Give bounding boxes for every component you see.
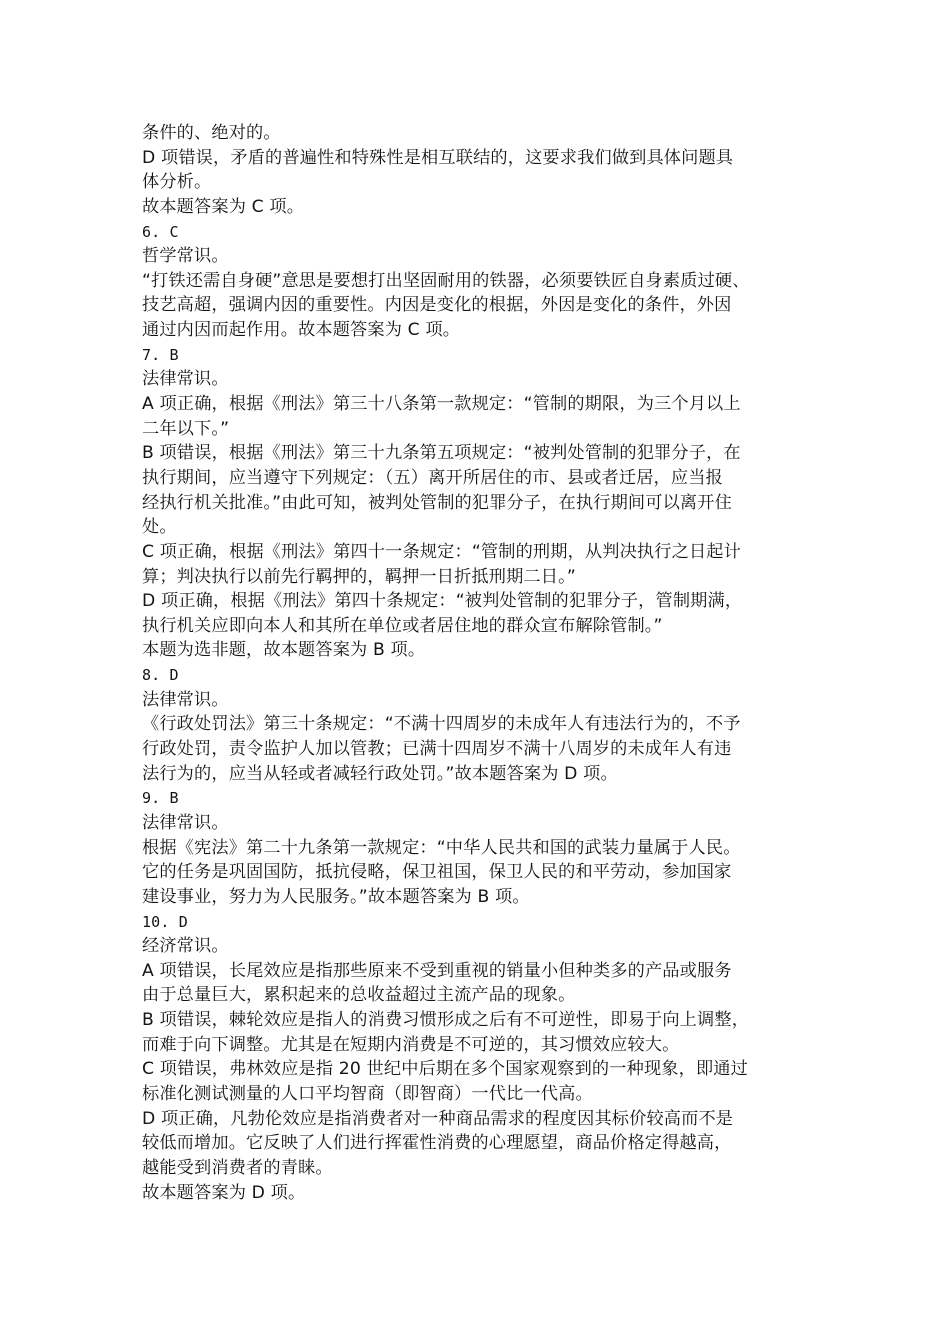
text-line: B 项错误，根据《刑法》第三十九条第五项规定：“被判处管制的犯罪分子，在 <box>142 443 741 464</box>
question-number-9: 9. B <box>142 789 179 808</box>
text-line: 执行期间，应当遵守下列规定：（五）离开所居住的市、县或者迁居，应当报 <box>142 467 723 488</box>
text-line: 它的任务是巩固国防，抵抗侵略，保卫祖国，保卫人民的和平劳动，参加国家 <box>142 862 732 883</box>
text-line: 条件的、绝对的。 <box>142 123 281 143</box>
text-line: D 项错误，矛盾的普遍性和特殊性是相互联结的，这要求我们做到具体问题具 <box>142 147 734 168</box>
text-line: 故本题答案为 D 项。 <box>142 1182 306 1203</box>
text-line: 建设事业，努力为人民服务。”故本题答案为 B 项。 <box>142 886 530 907</box>
text-line: 处。 <box>142 517 177 538</box>
text-line: B 项错误，棘轮效应是指人的消费习惯形成之后有不可逆性，即易于向上调整， <box>142 1010 750 1031</box>
question-number-7: 7. B <box>142 345 179 364</box>
text-line: 体分析。 <box>142 172 212 193</box>
text-line: 法行为的，应当从轻或者减轻行政处罚。”故本题答案为 D 项。 <box>142 763 618 784</box>
text-line: 行政处罚，责令监护人加以管教；已满十四周岁不满十八周岁的未成年人有违 <box>142 739 732 760</box>
document-page <box>142 121 822 1205</box>
text-line: 《行政处罚法》第三十条规定：“不满十四周岁的未成年人有违法行为的，不予 <box>142 714 741 735</box>
text-line: 经执行机关批准。”由此可知，被判处管制的犯罪分子，在执行期间可以离开住 <box>142 492 732 513</box>
text-line: A 项错误，长尾效应是指那些原来不受到重视的销量小但种类多的产品或服务 <box>142 960 732 981</box>
text-line: “打铁还需自身硬”意思是要想打出坚固耐用的铁器，必须要铁匠自身素质过硬、 <box>142 270 750 291</box>
text-line: 算；判决执行以前先行羁押的，羁押一日折抵刑期二日。” <box>142 566 576 587</box>
text-line: 越能受到消费者的青睐。 <box>142 1157 333 1178</box>
text-line: 技艺高超，强调内因的重要性。内因是变化的根据，外因是变化的条件，外因 <box>142 295 732 316</box>
question-number-10: 10. D <box>142 912 188 931</box>
text-line: 二年以下。” <box>142 418 230 439</box>
text-line: 本题为选非题，故本题答案为 B 项。 <box>142 640 426 661</box>
question-number-8: 8. D <box>142 666 179 685</box>
question-number-6: 6. C <box>142 222 179 241</box>
text-line: 而难于向下调整。尤其是在短期内消费是不可逆的，其习惯效应较大。 <box>142 1034 680 1055</box>
text-line: D 项正确，凡勃伦效应是指消费者对一种商品需求的程度因其标价较高而不是 <box>142 1108 734 1129</box>
text-line: 法律常识。 <box>142 812 229 833</box>
text-line: D 项正确，根据《刑法》第四十条规定：“被判处管制的犯罪分子，管制期满， <box>142 591 743 612</box>
text-line: A 项正确，根据《刑法》第三十八条第一款规定：“管制的期限，为三个月以上 <box>142 394 741 415</box>
text-line: C 项正确，根据《刑法》第四十一条规定：“管制的刑期，从判决执行之日起计 <box>142 541 741 562</box>
text-line: 根据《宪法》第二十九条第一款规定：“中华人民共和国的武装力量属于人民。 <box>142 837 741 858</box>
text-line: 哲学常识。 <box>142 246 229 267</box>
text-line: 法律常识。 <box>142 369 229 390</box>
text-line: 较低而增加。它反映了人们进行挥霍性消费的心理愿望，商品价格定得越高， <box>142 1133 732 1154</box>
text-line: 法律常识。 <box>142 689 229 710</box>
text-line: 通过内因而起作用。故本题答案为 C 项。 <box>142 320 461 341</box>
text-line: 故本题答案为 C 项。 <box>142 196 305 217</box>
text-line: 标准化测试测量的人口平均智商（即智商）一代比一代高。 <box>142 1083 593 1104</box>
text-line: 经济常识。 <box>142 936 229 957</box>
text-line: C 项错误，弗林效应是指 20 世纪中后期在多个国家观察到的一种现象，即通过 <box>142 1059 748 1080</box>
text-line: 由于总量巨大，累积起来的总收益超过主流产品的现象。 <box>142 985 576 1006</box>
text-line: 执行机关应即向本人和其所在单位或者居住地的群众宣布解除管制。” <box>142 615 663 636</box>
